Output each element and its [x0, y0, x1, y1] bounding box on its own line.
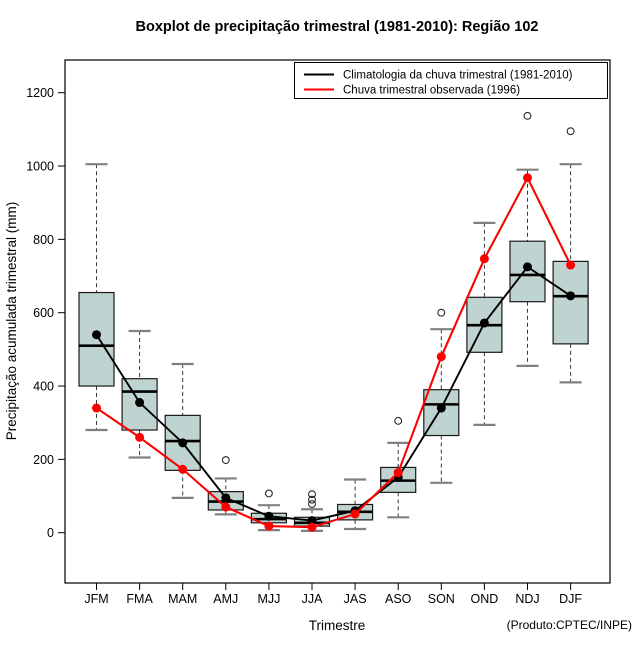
- x-axis-title: Trimestre: [308, 618, 366, 633]
- series-point-climatology-DJF: [567, 292, 575, 300]
- x-tick-label-JAS: JAS: [343, 592, 367, 606]
- outlier-DJF: [567, 128, 574, 135]
- box-JFM: [79, 293, 114, 387]
- series-point-climatology-MJJ: [265, 512, 273, 520]
- series-point-observed-NDJ: [524, 174, 532, 182]
- x-tick-label-NDJ: NDJ: [515, 592, 540, 606]
- series-point-climatology-JFM: [93, 331, 101, 339]
- series-point-observed-JFM: [93, 404, 101, 412]
- outlier-ASO: [395, 417, 402, 424]
- series-point-climatology-OND: [480, 319, 488, 327]
- series-point-climatology-MAM: [179, 439, 187, 447]
- y-tick-label: 0: [47, 526, 54, 541]
- series-point-observed-FMA: [136, 433, 144, 441]
- y-tick-label: 200: [33, 452, 54, 467]
- series-point-observed-ASO: [394, 469, 402, 477]
- y-tick-label: 400: [33, 379, 54, 394]
- series-point-observed-OND: [480, 255, 488, 263]
- series-point-climatology-FMA: [136, 399, 144, 407]
- chart-title: Boxplot de precipitação trimestral (1981-2010): Região 102: [135, 19, 539, 35]
- x-tick-label-JJA: JJA: [301, 592, 323, 606]
- outlier-MJJ: [266, 490, 273, 497]
- x-tick-label-ASO: ASO: [384, 592, 412, 606]
- y-tick-label: 1200: [26, 86, 54, 101]
- legend-label: Chuva trimestral observada (1996): [343, 84, 521, 97]
- outlier-NDJ: [524, 112, 531, 119]
- legend-label: Climatologia da chuva trimestral (1981-2010): [343, 69, 573, 82]
- y-tick-label: 800: [33, 232, 54, 247]
- x-tick-label-SON: SON: [427, 592, 455, 606]
- x-tick-label-MJJ: MJJ: [257, 592, 281, 606]
- series-point-observed-JJA: [308, 523, 316, 531]
- y-tick-label: 600: [33, 306, 54, 321]
- series-point-observed-DJF: [567, 261, 575, 269]
- source-note: (Produto:CPTEC/INPE): [506, 618, 632, 632]
- outlier-AMJ: [222, 457, 229, 464]
- x-tick-label-AMJ: AMJ: [213, 592, 239, 606]
- series-point-observed-MAM: [179, 465, 187, 473]
- series-point-observed-MJJ: [265, 522, 273, 530]
- series-point-observed-JAS: [351, 510, 359, 518]
- legend: [295, 63, 608, 99]
- series-point-observed-SON: [437, 353, 445, 361]
- x-tick-label-MAM: MAM: [168, 592, 198, 606]
- box-NDJ: [510, 241, 545, 302]
- x-tick-label-DJF: DJF: [559, 592, 583, 606]
- outlier-SON: [438, 309, 445, 316]
- x-tick-label-OND: OND: [470, 592, 499, 606]
- x-tick-label-JFM: JFM: [84, 592, 109, 606]
- series-point-climatology-NDJ: [524, 263, 532, 271]
- series-point-climatology-SON: [437, 404, 445, 412]
- x-tick-label-FMA: FMA: [126, 592, 153, 606]
- plot-area: [26, 60, 610, 606]
- y-tick-label: 1000: [26, 159, 54, 174]
- y-axis-title: Precipitação acumulada trimestral (mm): [4, 201, 19, 441]
- box-DJF: [553, 261, 588, 344]
- series-point-observed-AMJ: [222, 503, 230, 511]
- series-point-climatology-AMJ: [222, 494, 230, 502]
